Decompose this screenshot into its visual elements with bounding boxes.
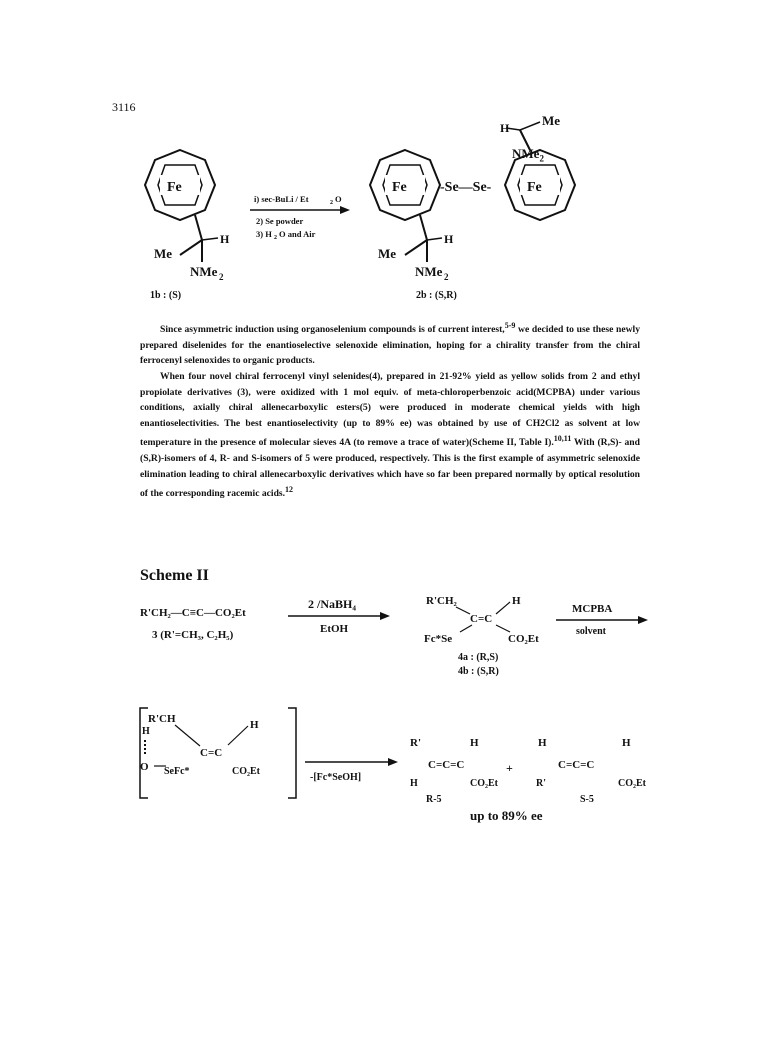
svg-text:CO₂Et: CO₂Et (618, 778, 646, 789)
page-number: 3116 (112, 100, 136, 114)
svg-text:H: H (500, 121, 510, 135)
reactant-label: 3 (R'=CH₃, C₂H₅) (152, 629, 234, 641)
label-2b: 2b : (S,R) (416, 290, 457, 301)
h-label: H (220, 232, 230, 246)
body-text (140, 318, 640, 502)
nme2-label: NMe (190, 264, 218, 279)
svg-text:H: H (142, 726, 150, 737)
label-4b: 4b : (S,R) (458, 666, 499, 677)
fe-label: Fe (392, 180, 407, 195)
svg-text:CO₂Et: CO₂Et (470, 778, 498, 789)
svg-text:H: H (470, 737, 479, 749)
reagent-etoh: EtOH (320, 623, 349, 635)
svg-text:H: H (512, 595, 521, 607)
svg-text:O: O (335, 194, 342, 204)
svg-text:2: 2 (219, 272, 224, 282)
label-4a: 4a : (R,S) (458, 652, 499, 663)
reagent-solvent: solvent (576, 626, 606, 637)
svg-text:CO₂Et: CO₂Et (232, 766, 260, 777)
condition-1: i) sec-BuLi / Et (254, 194, 309, 204)
label-s5: S-5 (580, 794, 594, 805)
fe-label: Fe (527, 180, 542, 195)
diselenide-bridge: -Se—Se- (440, 180, 492, 195)
scheme-2-diagram (140, 590, 660, 823)
int-rch: R'CH (148, 713, 176, 725)
label-r5: R-5 (426, 794, 442, 805)
allene-s5: C=C=C (558, 759, 595, 771)
svg-text:H: H (622, 737, 631, 749)
allene-r5: C=C=C (428, 759, 465, 771)
paragraph-2: When four novel chiral ferrocenyl vinyl selenides(4), prepared in 21-92% yield as yellow solids from 2 and ethyl propiolate derivatives (3), were oxidized with 1 mol equiv. of meta-chloroperbenzoic acid(MCPBA) under various conditions, axially chiral allenecarboxylic esters(5) were produced in moderate chemical yields with high enantioselectivities. The best enantioselectivity (up to 89% ee) was obtained by use of CH2Cl2 as solvent at low temperature in the presence of molecular sieves 4A (to remove a trace of water)(Scheme II, Table I).$^{10,11}$ With (R,S)- and (S,R)-isomers of 4, R- and S-isomers of 5 were produced, respectively. This is the first example of asymmetric selenoxide elimination leading to chiral allenecarboxylic derivatives which have so far been prepared normally by optical resolution of the corresponding racemic acids.$^{12}$ (140, 370, 640, 500)
scheme-1-ferrocene-diselenide (140, 113, 640, 310)
condition-3: 3) H (256, 229, 272, 239)
nme2-top-label: NMe (512, 146, 540, 161)
fe-label: Fe (167, 180, 182, 195)
ferrocene-left-icon (145, 150, 215, 220)
svg-text:O: O (140, 761, 149, 773)
svg-text:2: 2 (444, 272, 449, 282)
scheme-2-title: Scheme II (140, 567, 209, 584)
svg-text:H: H (538, 737, 547, 749)
condition-2: 2) Se powder (256, 216, 304, 226)
svg-text:H: H (410, 778, 418, 789)
ferrocene-right-1-icon (370, 150, 440, 220)
svg-text:CO₂Et: CO₂Et (508, 633, 539, 645)
vinyl-rch2: R'CH₂ (426, 595, 457, 607)
reactant-3: R'CH₂—C≡C—CO₂Et (140, 607, 246, 619)
svg-text:R': R' (410, 737, 421, 749)
svg-text:NMe: NMe (415, 264, 443, 279)
svg-text:Me: Me (378, 246, 397, 261)
int-double-bond: C=C (200, 747, 223, 759)
svg-text:2: 2 (274, 235, 277, 241)
vinyl-fcse: Fc*Se (424, 633, 453, 645)
svg-text:Me: Me (542, 113, 561, 128)
svg-text:R': R' (536, 778, 546, 789)
me-label: Me (154, 246, 173, 261)
reagent-mcpba: MCPBA (572, 603, 613, 615)
ee-label: up to 89% ee (470, 808, 543, 823)
svg-text:H: H (250, 719, 259, 731)
svg-text:2: 2 (330, 200, 333, 206)
svg-text:H: H (444, 232, 454, 246)
reagent-nabh4: 2 /NaBH₄ (308, 597, 356, 611)
elimination-label: -[Fc*SeOH] (310, 772, 362, 783)
label-1b: 1b : (S) (150, 290, 182, 301)
svg-text:+: + (506, 761, 513, 775)
paragraph-1: Since asymmetric induction using organoselenium compounds is of current interest,$^{5-9}$ we decided to use these newly prepared diselenides for the enantioselective selenoxide elimination, hoping for a chirality transfer from the chiral ferrocenyl selenoxides to organic products. (140, 321, 641, 367)
vinyl-double-bond: C=C (470, 613, 493, 625)
svg-text:O and Air: O and Air (279, 229, 316, 239)
int-sefc: SeFc* (164, 766, 190, 777)
